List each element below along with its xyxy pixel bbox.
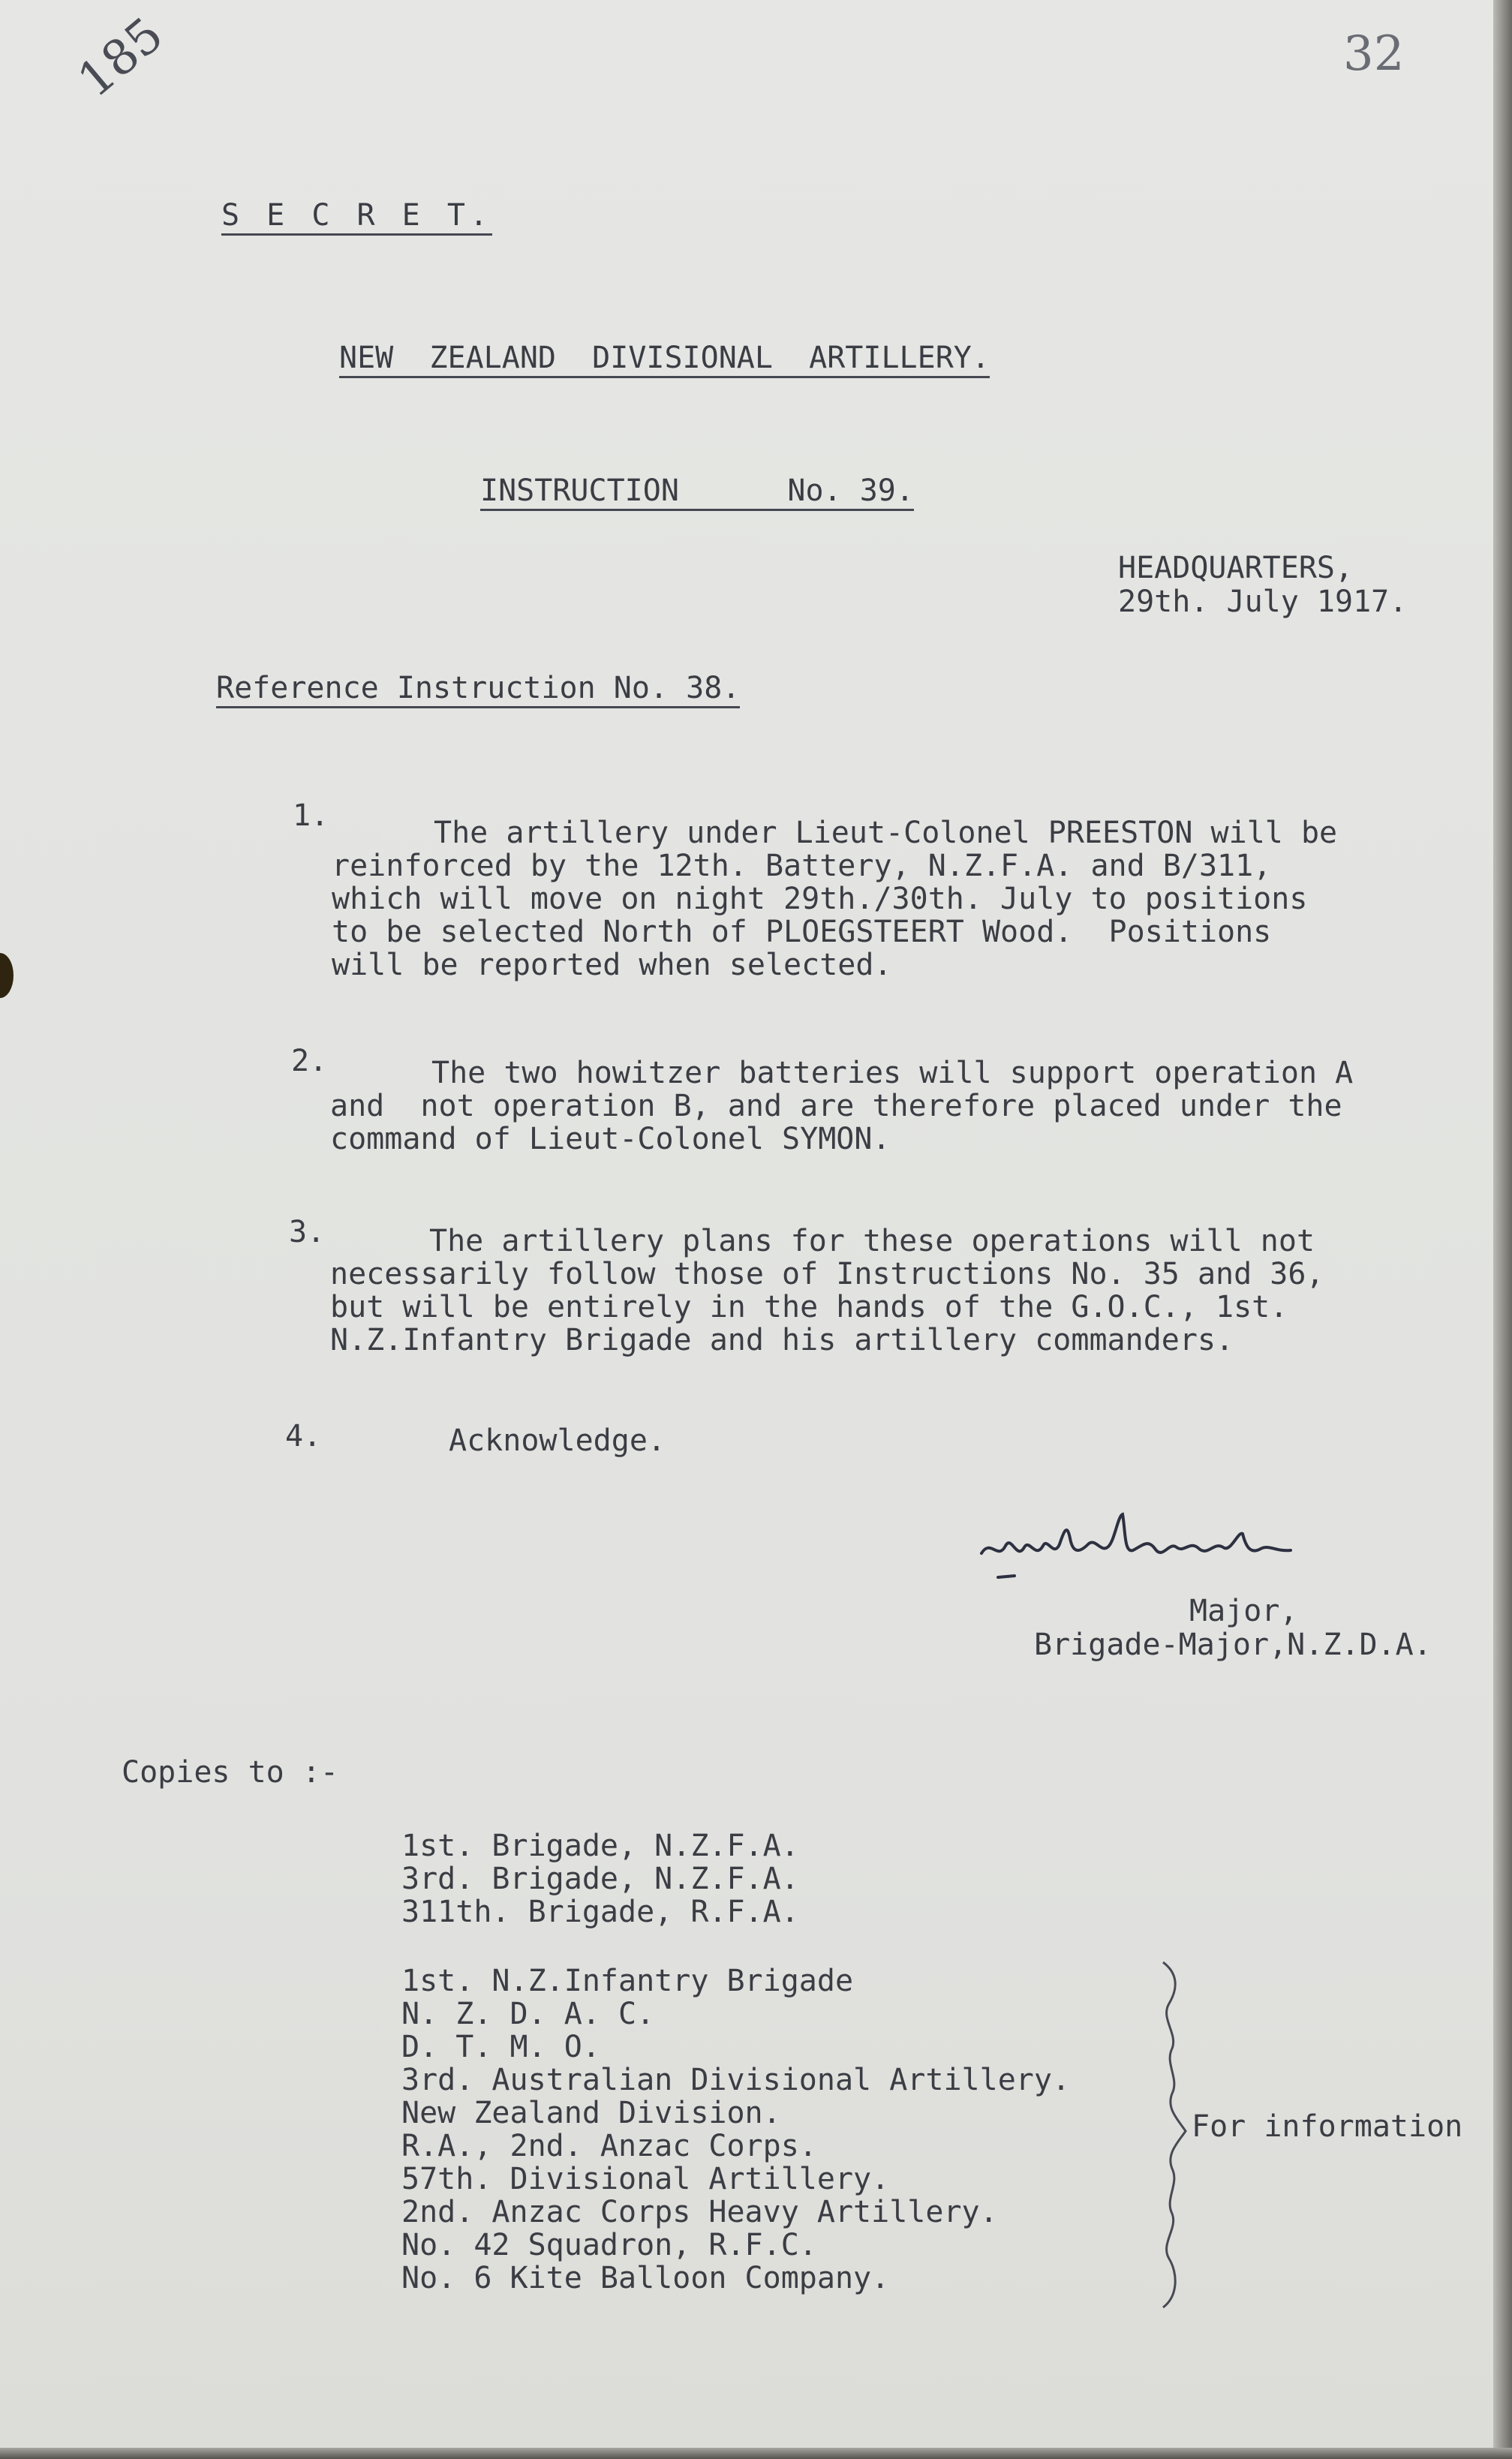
paragraph-2-number: 2.	[291, 1044, 328, 1078]
copies-to-heading: Copies to :-	[122, 1755, 338, 1790]
paragraph-3-line-1: The artillery plans for these operations will not	[429, 1224, 1315, 1258]
distribution-item: 3rd. Australian Divisional Artillery.	[401, 2063, 1071, 2097]
paragraph-4-line-1: Acknowledge.	[449, 1423, 666, 1458]
folio-number-top-left: 185	[68, 7, 174, 109]
page-edge-bottom	[0, 2448, 1512, 2459]
headquarters-location: HEADQUARTERS,	[1118, 551, 1354, 585]
paragraph-2-line-3: command of Lieut-Colonel SYMON.	[330, 1122, 891, 1156]
signature-rank: Major,	[1189, 1594, 1298, 1628]
distribution-item: 57th. Divisional Artillery.	[401, 2162, 890, 2196]
distribution-item: 2nd. Anzac Corps Heavy Artillery.	[401, 2195, 998, 2229]
punch-hole	[0, 953, 14, 998]
paragraph-3-line-3: but will be entirely in the hands of the G.O.C., 1st.	[330, 1290, 1288, 1324]
distribution-item: D. T. M. O.	[401, 2030, 600, 2064]
page-edge-right	[1493, 0, 1512, 2459]
distribution-item: 3rd. Brigade, N.Z.F.A.	[401, 1862, 799, 1896]
paragraph-3-line-2: necessarily follow those of Instructions No. 35 and 36,	[330, 1257, 1324, 1291]
paragraph-3-number: 3.	[289, 1215, 326, 1249]
paragraph-1-line-5: will be reported when selected.	[332, 948, 892, 982]
instruction-title: INSTRUCTION No. 39.	[480, 474, 914, 511]
paragraph-4-number: 4.	[285, 1419, 322, 1453]
paragraph-2-line-1: The two howitzer batteries will support operation A	[431, 1056, 1354, 1090]
paragraph-3-line-4: N.Z.Infantry Brigade and his artillery commanders.	[330, 1323, 1234, 1357]
for-information-note: For information	[1192, 2109, 1463, 2144]
paragraph-1-line-3: which will move on night 29th./30th. July to positions	[332, 882, 1308, 916]
paragraph-2-line-2: and not operation B, and are therefore placed under the	[330, 1089, 1342, 1123]
folio-number-top-right: 32	[1343, 26, 1405, 82]
distribution-item: 1st. N.Z.Infantry Brigade	[401, 1964, 854, 1998]
reference-line: Reference Instruction No. 38.	[216, 672, 740, 708]
paragraph-1-line-1: The artillery under Lieut-Colonel PREESTON will be	[434, 816, 1338, 850]
document-date: 29th. July 1917.	[1118, 585, 1408, 619]
distribution-item: R.A., 2nd. Anzac Corps.	[401, 2129, 817, 2163]
signature-appointment: Brigade-Major,N.Z.D.A.	[1034, 1628, 1432, 1662]
distribution-item: 311th. Brigade, R.F.A.	[401, 1895, 799, 1929]
organization-heading: NEW ZEALAND DIVISIONAL ARTILLERY.	[339, 341, 990, 378]
paragraph-1-line-4: to be selected North of PLOEGSTEERT Wood. Positions	[332, 915, 1272, 949]
distribution-item: No. 42 Squadron, R.F.C.	[401, 2228, 817, 2262]
paragraph-1-line-2: reinforced by the 12th. Battery, N.Z.F.A. and B/311,	[332, 849, 1272, 883]
handwritten-signature	[975, 1508, 1321, 1591]
distribution-item: New Zealand Division.	[401, 2096, 781, 2130]
distribution-item: 1st. Brigade, N.Z.F.A.	[401, 1829, 799, 1863]
distribution-item: No. 6 Kite Balloon Company.	[401, 2261, 890, 2295]
classification-heading: S E C R E T.	[221, 199, 492, 236]
distribution-item: N. Z. D. A. C.	[401, 1997, 655, 2031]
paragraph-1-number: 1.	[293, 798, 329, 833]
